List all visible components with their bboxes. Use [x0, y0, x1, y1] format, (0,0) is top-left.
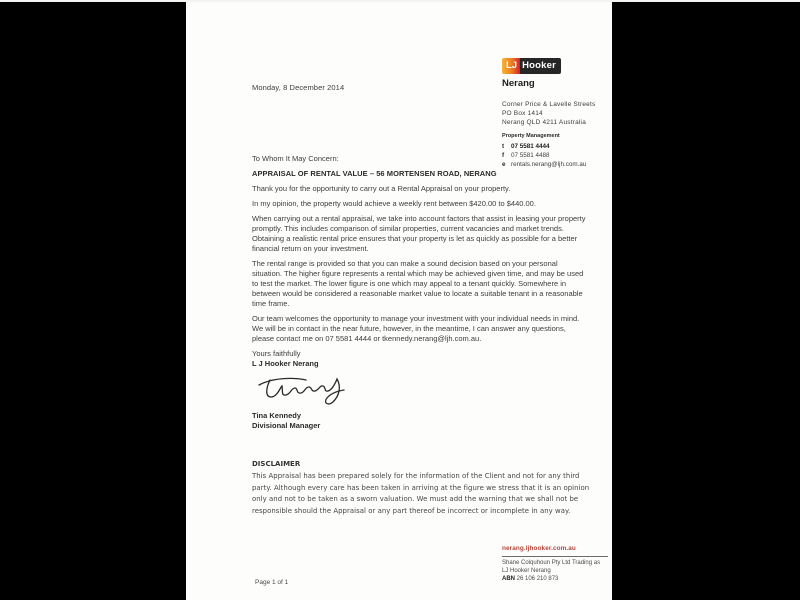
paragraph: Our team welcomes the opportunity to manage your investment with your individual needs in mind. We will be in contact in the near future, however, in the meantime, I can answer any questions, please contact me on 07 5581 4444 or tkennedy.nerang@ljh.com.au.: [252, 314, 580, 343]
email-address: rentals.nerang@ljh.com.au: [511, 161, 587, 168]
paragraph: The rental range is provided so that you can make a sound decision based on your personal situation. The higher figure represents a rental which may be achieved given time, and may be used to test the market. The lower figure is one which may appeal to a tenant quickly. Somewhere in between would be considered a reasonable market value to locate a suitable tenant in a reasonable time frame.: [252, 259, 584, 308]
letterhead: [502, 55, 614, 169]
disclaimer-section: [252, 460, 600, 517]
closing: Yours faithfully: [252, 349, 301, 358]
website-url: nerang.ljhooker.com.au: [502, 545, 576, 552]
subject-line: APPRAISAL OF RENTAL VALUE – 56 MORTENSEN ROAD, NERANG: [252, 169, 497, 178]
logo-hooker-mark: Hooker: [520, 58, 561, 74]
department-label: Property Management: [502, 133, 560, 139]
signatory-title: Divisional Manager: [252, 421, 321, 430]
signature-icon: [254, 373, 354, 407]
paragraph: In my opinion, the property would achieve a weekly rent between $420.00 to $440.00.: [252, 199, 536, 208]
abn-value: 26 106 210 873: [516, 576, 559, 582]
phone-prefix: t: [502, 143, 505, 150]
footer-divider: [502, 556, 608, 557]
logo-lj-mark: LJ: [502, 58, 520, 74]
company-signoff: L J Hooker Nerang: [252, 359, 319, 368]
fax-prefix: f: [502, 152, 505, 159]
letter-body: [252, 154, 586, 431]
phone-number: 07 5581 4444: [511, 143, 550, 150]
office-name: Nerang: [502, 78, 535, 89]
page-number: Page 1 of 1: [255, 579, 289, 586]
letter-page: [186, 2, 612, 600]
disclaimer-heading: DISCLAIMER: [252, 460, 301, 468]
footer-block: [502, 545, 612, 584]
letter-date: Monday, 8 December 2014: [252, 83, 345, 92]
handwritten-signature: [254, 373, 586, 410]
address-line: PO Box 1414: [502, 110, 543, 117]
paragraph: Thank you for the opportunity to carry out a Rental Appraisal on your property.: [252, 184, 511, 193]
abn-label: ABN: [502, 576, 515, 582]
fax-number: 07 5581 4488: [511, 152, 550, 159]
footer-company-line: LJ Hooker Nerang: [502, 567, 551, 574]
address-line: Nerang QLD 4211 Australia: [502, 119, 587, 126]
ljhooker-logo: [502, 58, 561, 74]
address-line: Corner Price & Lavelle Streets: [502, 101, 596, 108]
signatory-name: Tina Kennedy: [252, 411, 302, 420]
office-address: [502, 100, 614, 127]
abn-line: [502, 576, 612, 584]
phone-row: [502, 142, 614, 151]
disclaimer-text: This Appraisal has been prepared solely for the information of the Client and not for any third party. Although every care has been taken in arriving at the figure we stress that it is an opinion only and not to be taken as a sworn valuation. We must add the warning that we shall not be responsible should the Appraisal or any part thereof be incorrect or incomplete in any way.: [252, 472, 590, 515]
paragraph: When carrying out a rental appraisal, we take into account factors that assist in leasing your property promptly. This includes comparison of similar properties, current vacancies and market trends. Obtaining a realistic rental price ensures that your property is let as quickly as possible for a better financial return on your investment.: [252, 214, 586, 253]
email-prefix: e: [502, 161, 506, 168]
footer-company-line: Shane Colquhoun Pty Ltd Trading as: [502, 560, 601, 566]
salutation: To Whom It May Concern:: [252, 154, 339, 163]
